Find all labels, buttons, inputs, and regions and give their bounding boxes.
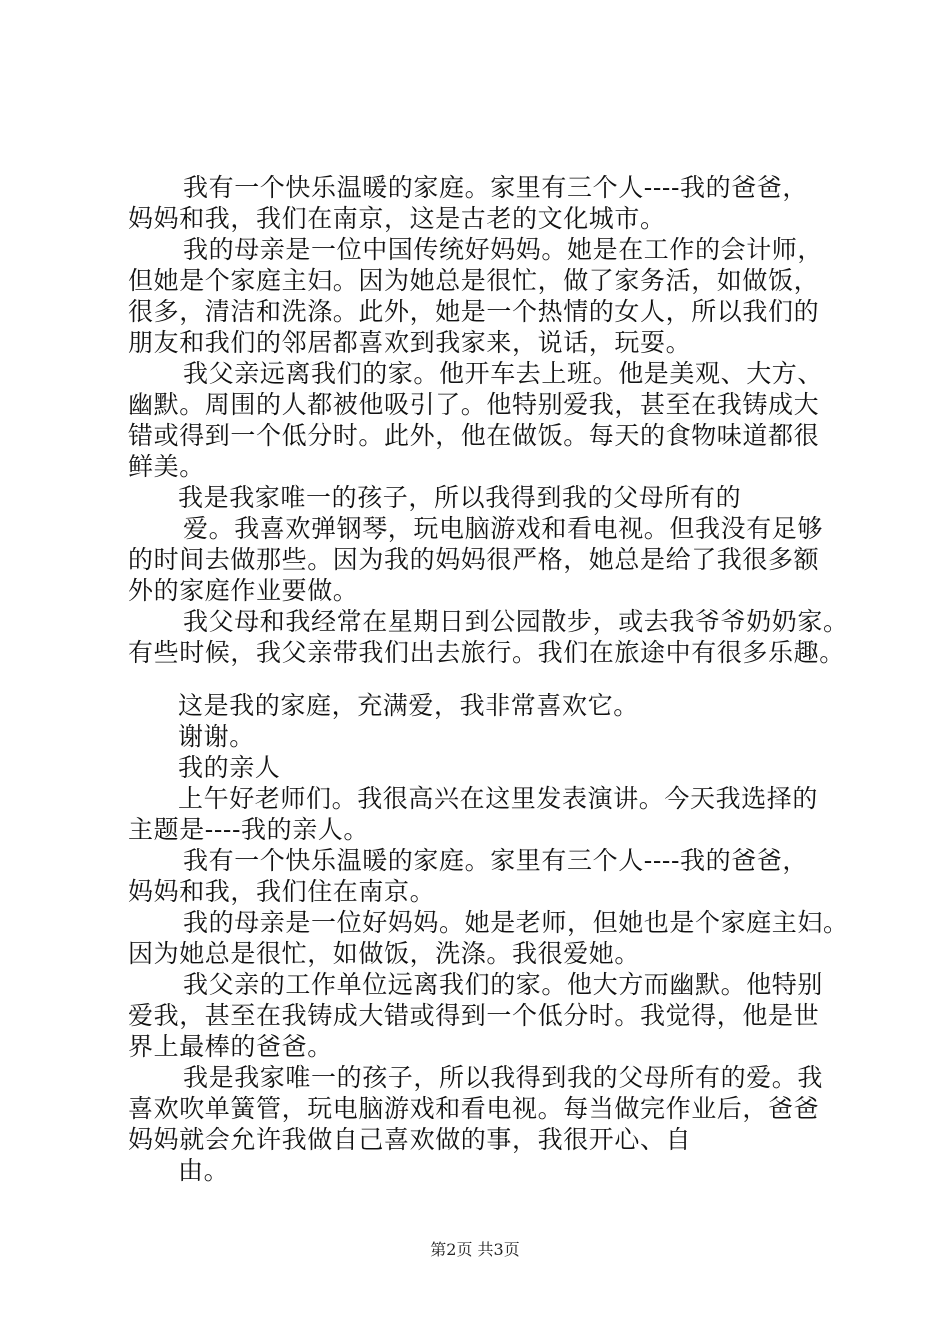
text-line: 我有一个快乐温暖的家庭。家里有三个人----我的爸爸， bbox=[183, 846, 808, 875]
text-line: 朋友和我们的邻居都喜欢到我家来，说话，玩耍。 bbox=[128, 328, 692, 357]
text-line: 这是我的家庭，充满爱，我非常喜欢它。 bbox=[178, 691, 639, 720]
text-line: 很多，清洁和洗涤。此外，她是一个热情的女人，所以我们的 bbox=[128, 297, 820, 326]
text-line: 幽默。周围的人都被他吸引了。他特别爱我，甚至在我铸成大 bbox=[128, 390, 820, 419]
text-line: 谢谢。 bbox=[178, 722, 255, 751]
document-body bbox=[128, 172, 849, 1186]
page-number-footer: 第2页 共3页 bbox=[430, 1240, 520, 1259]
text-line: 我父亲的工作单位远离我们的家。他大方而幽默。他特别 bbox=[183, 970, 824, 999]
text-line: 鲜美。 bbox=[128, 452, 205, 481]
paragraph-gap bbox=[128, 668, 840, 690]
section-heading: 我的亲人 bbox=[178, 753, 281, 782]
text-line: 我是我家唯一的孩子，所以我得到我的父母所有的 bbox=[178, 483, 742, 512]
text-line: 我是我家唯一的孩子，所以我得到我的父母所有的爱。我 bbox=[183, 1063, 824, 1092]
text-line: 妈妈和我，我们住在南京。 bbox=[128, 877, 436, 906]
text-line: 的时间去做那些。因为我的妈妈很严格，她总是给了我很多额 bbox=[128, 545, 820, 574]
text-line: 妈妈和我，我们在南京，这是古老的文化城市。 bbox=[128, 204, 666, 233]
text-line: 我的母亲是一位好妈妈。她是老师，但她也是个家庭主妇。 bbox=[183, 908, 849, 937]
text-line: 我父亲远离我们的家。他开车去上班。他是美观、大方、 bbox=[183, 359, 824, 388]
text-line: 主题是----我的亲人。 bbox=[128, 815, 369, 844]
text-line: 上午好老师们。我很高兴在这里发表演讲。今天我选择的 bbox=[178, 784, 819, 813]
text-line: 我的母亲是一位中国传统好妈妈。她是在工作的会计师， bbox=[183, 235, 824, 264]
text-line: 错或得到一个低分时。此外，他在做饭。每天的食物味道都很 bbox=[128, 421, 820, 450]
text-line: 爱我，甚至在我铸成大错或得到一个低分时。我觉得，他是世 bbox=[128, 1001, 820, 1030]
text-line: 但她是个家庭主妇。因为她总是很忙，做了家务活，如做饭， bbox=[128, 266, 820, 295]
text-line: 由。 bbox=[178, 1156, 230, 1185]
text-line: 我父母和我经常在星期日到公园散步，或去我爷爷奶奶家。 bbox=[183, 607, 849, 636]
text-line: 喜欢吹单簧管，玩电脑游戏和看电视。每当做完作业后，爸爸 bbox=[128, 1094, 820, 1123]
text-line: 界上最棒的爸爸。 bbox=[128, 1032, 333, 1061]
text-line: 外的家庭作业要做。 bbox=[128, 576, 359, 605]
text-line: 妈妈就会允许我做自己喜欢做的事，我很开心、自 bbox=[128, 1125, 692, 1154]
text-line: 爱。我喜欢弹钢琴，玩电脑游戏和看电视。但我没有足够 bbox=[183, 514, 824, 543]
text-line: 有些时候，我父亲带我们出去旅行。我们在旅途中有很多乐趣。 bbox=[128, 638, 845, 667]
text-line: 我有一个快乐温暖的家庭。家里有三个人----我的爸爸， bbox=[183, 173, 808, 202]
text-line: 因为她总是很忙，如做饭，洗涤。我很爱她。 bbox=[128, 939, 641, 968]
